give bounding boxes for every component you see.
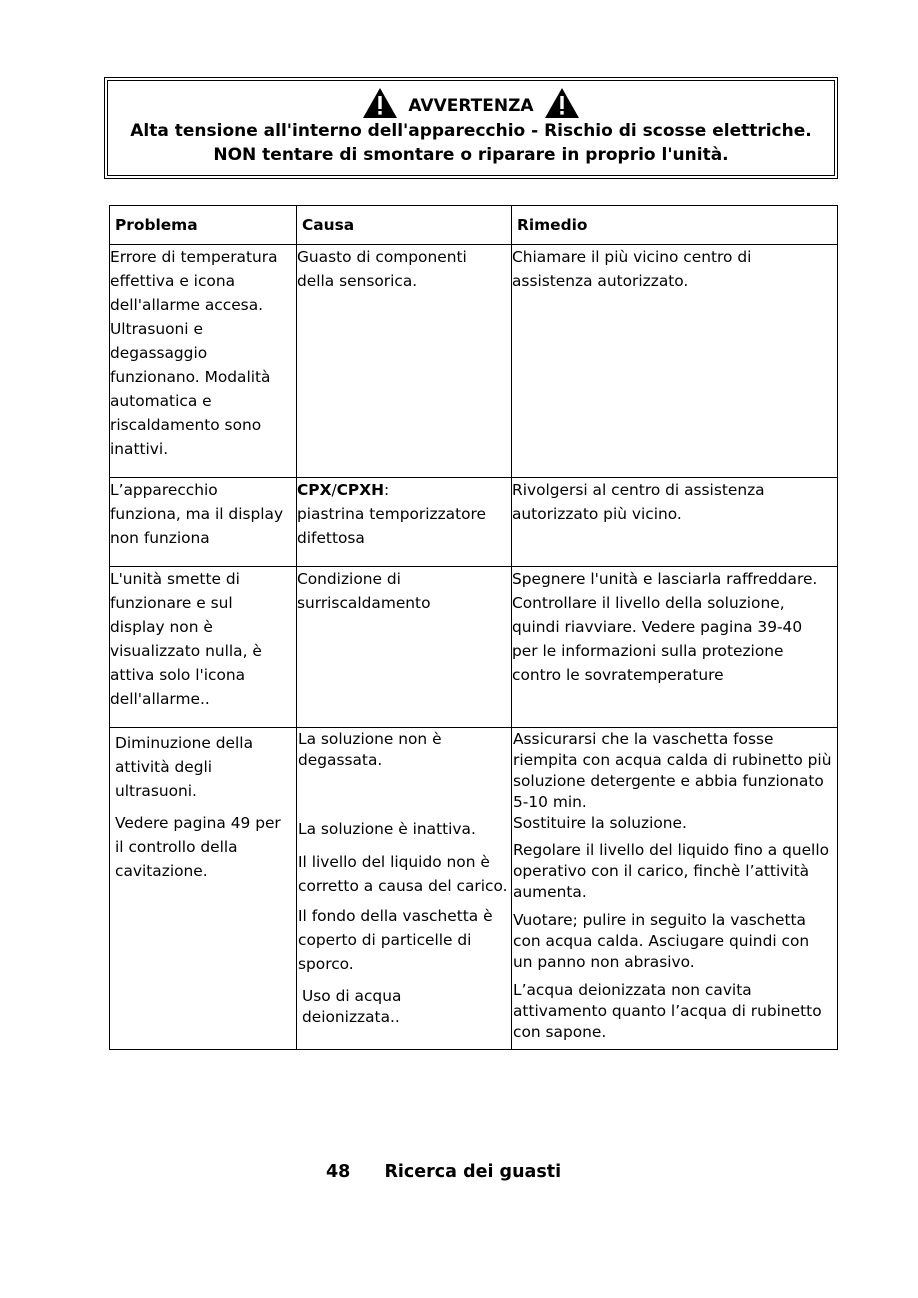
remedy-cell xyxy=(512,478,838,567)
cause-cell xyxy=(297,728,512,1050)
problem-line: dell'allarme.. xyxy=(110,690,210,708)
problem-line: automatica e xyxy=(110,392,212,410)
table-row xyxy=(110,728,838,1050)
remedy-line: un panno non abrasivo. xyxy=(513,953,695,971)
cause-line: Il fondo della vaschetta è xyxy=(298,907,493,925)
remedy-line: contro le sovratemperature xyxy=(512,666,724,684)
problem-line: non funziona xyxy=(110,529,210,547)
cause-line: corretto a causa del carico. xyxy=(298,877,508,895)
cause-line: sporco. xyxy=(298,955,354,973)
header-cause: Causa xyxy=(297,206,512,245)
remedy-cell xyxy=(512,567,838,728)
problem-line: display non è xyxy=(110,618,213,636)
problem-line: funzionano. Modalità xyxy=(110,368,271,386)
remedy-line: assistenza autorizzato. xyxy=(512,272,689,290)
problem-line: effettiva e icona xyxy=(110,272,236,290)
problem-line: Errore di temperatura xyxy=(110,248,278,266)
remedy-line: Assicurarsi che la vaschetta fosse xyxy=(513,730,774,748)
section-title: Ricerca dei guasti xyxy=(384,1162,562,1182)
cause-cell xyxy=(297,567,512,728)
remedy-line: per le informazioni sulla protezione xyxy=(512,642,784,660)
warning-line-2: NON tentare di smontare o riparare in proprio l'unità. xyxy=(213,145,729,165)
warning-line-1: Alta tensione all'interno dell'apparecchio - Rischio di scosse elettriche. xyxy=(130,121,812,141)
remedy-line: soluzione detergente e abbia funzionato xyxy=(513,772,824,790)
page-footer xyxy=(326,1162,561,1182)
header-remedy: Rimedio xyxy=(512,206,838,245)
problem-line: L'unità smette di xyxy=(110,570,240,588)
warning-title: AVVERTENZA xyxy=(408,96,534,116)
problem-line: L’apparecchio xyxy=(110,481,218,499)
remedy-line: L’acqua deionizzata non cavita xyxy=(513,981,752,999)
model-name: CPXH xyxy=(336,481,384,499)
model-colon: : xyxy=(383,481,390,499)
table-row xyxy=(110,567,838,728)
remedy-line: Spegnere l'unità e lasciarla raffreddare. xyxy=(512,570,818,588)
problem-line: funzionare e sul xyxy=(110,594,233,612)
cause-line: piastrina temporizzatore xyxy=(297,505,486,523)
problem-line: attività degli xyxy=(115,758,213,776)
remedy-line: con acqua calda. Asciugare quindi con xyxy=(513,932,810,950)
cause-line: Condizione di xyxy=(297,570,401,588)
cause-line: surriscaldamento xyxy=(297,594,431,612)
table-row xyxy=(110,245,838,478)
header-problem: Problema xyxy=(110,206,297,245)
cause-line: coperto di particelle di xyxy=(298,931,472,949)
model-name: CPX xyxy=(297,481,332,499)
remedy-cell xyxy=(512,728,838,1050)
remedy-cell xyxy=(512,245,838,478)
problem-cell xyxy=(110,478,297,567)
remedy-line: Sostituire la soluzione. xyxy=(513,814,687,832)
problem-line: dell'allarme accesa. xyxy=(110,296,264,314)
model-separator: / xyxy=(331,481,337,499)
cause-cell xyxy=(297,245,512,478)
problem-line: visualizzato nulla, è xyxy=(110,642,262,660)
problem-cell xyxy=(110,245,297,478)
cause-model-line xyxy=(297,478,511,502)
problem-line: Ultrasuoni e xyxy=(110,320,203,338)
problem-line: degassaggio xyxy=(110,344,208,362)
warning-triangle-icon xyxy=(544,87,580,119)
problem-line: Diminuzione della xyxy=(115,734,254,752)
remedy-line: 5-10 min. xyxy=(513,793,587,811)
problem-line: funziona, ma il display xyxy=(110,505,284,523)
remedy-line: Controllare il livello della soluzione, xyxy=(512,594,785,612)
cause-line: deionizzata.. xyxy=(302,1008,400,1026)
remedy-line: autorizzato più vicino. xyxy=(512,505,682,523)
cause-line: Guasto di componenti xyxy=(297,248,467,266)
cause-line: Il livello del liquido non è xyxy=(298,853,490,871)
table-row xyxy=(110,478,838,567)
remedy-line: aumenta. xyxy=(513,883,587,901)
problem-line: cavitazione. xyxy=(115,862,208,880)
remedy-line: riempita con acqua calda di rubinetto più xyxy=(513,751,832,769)
cause-cell xyxy=(297,478,512,567)
table-header-row xyxy=(110,206,838,245)
cause-line: Uso di acqua xyxy=(302,987,402,1005)
problem-cell xyxy=(110,567,297,728)
remedy-line: Chiamare il più vicino centro di xyxy=(512,248,752,266)
remedy-line: operativo con il carico, finchè l’attività xyxy=(513,862,810,880)
cause-line: degassata. xyxy=(298,751,383,769)
remedy-line: Regolare il livello del liquido fino a quello xyxy=(513,841,830,859)
problem-line: il controllo della xyxy=(115,838,238,856)
remedy-line: con sapone. xyxy=(513,1023,607,1041)
remedy-line: quindi riavviare. Vedere pagina 39-40 xyxy=(512,618,803,636)
problem-line: ultrasuoni. xyxy=(115,782,197,800)
remedy-line: Vuotare; pulire in seguito la vaschetta xyxy=(513,911,806,929)
cause-line: La soluzione è inattiva. xyxy=(298,820,476,838)
problem-line: attiva solo l'icona xyxy=(110,666,246,684)
cause-line: La soluzione non è xyxy=(298,730,442,748)
problem-cell xyxy=(110,728,297,1050)
warning-box xyxy=(107,80,835,176)
remedy-line: attivamento quanto l’acqua di rubinetto xyxy=(513,1002,822,1020)
warning-triangle-icon xyxy=(362,87,398,119)
problem-line: riscaldamento sono xyxy=(110,416,262,434)
warning-title-row xyxy=(108,87,834,119)
page-number: 48 xyxy=(326,1162,351,1182)
troubleshooting-table xyxy=(109,205,838,1050)
problem-line: Vedere pagina 49 per xyxy=(115,814,281,832)
problem-line: inattivi. xyxy=(110,440,169,458)
remedy-line: Rivolgersi al centro di assistenza xyxy=(512,481,765,499)
cause-line: difettosa xyxy=(297,529,365,547)
cause-line: della sensorica. xyxy=(297,272,418,290)
